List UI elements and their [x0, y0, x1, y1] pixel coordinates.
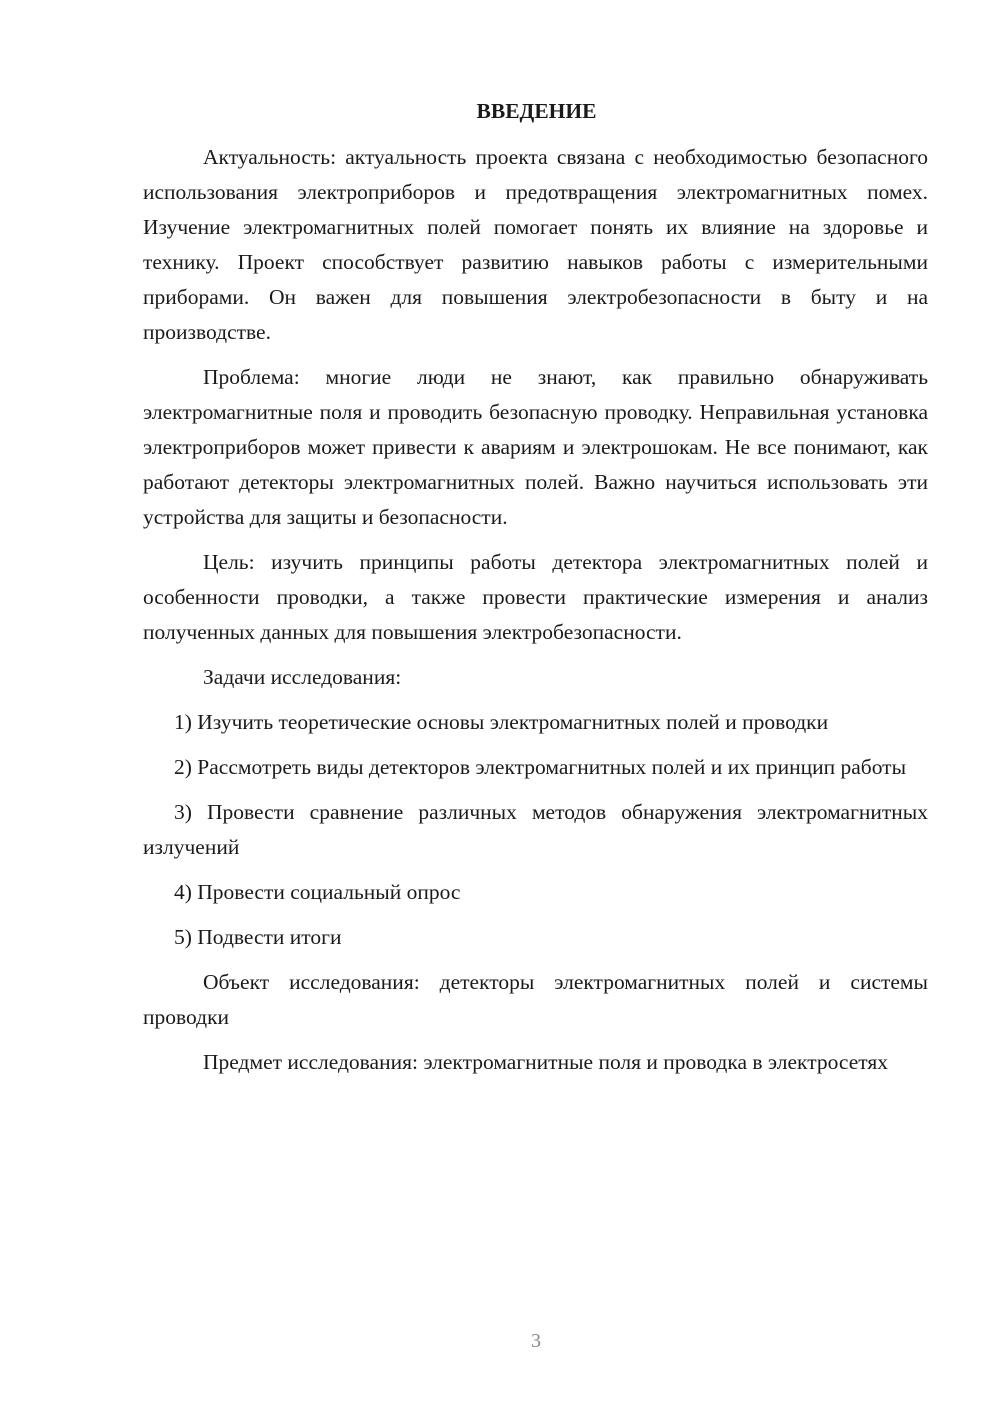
page-number: 3	[531, 1330, 541, 1352]
page-content	[143, 96, 928, 1090]
tasks-heading: Задачи исследования:	[203, 665, 402, 689]
task-item: 3) Провести сравнение различных методов обнаружения электромагнитных излучений	[143, 800, 928, 859]
subject-paragraph: Предмет исследования: электромагнитные поля и проводка в электросетях	[203, 1050, 888, 1074]
goal-paragraph: Цель: изучить принципы работы детектора электромагнитных полей и особенности проводки, а также провести практические измерения и анализ полученных данных для повышения электробезопасности.	[143, 550, 928, 644]
task-item: 4) Провести социальный опрос	[174, 880, 461, 904]
relevance-paragraph: Актуальность: актуальность проекта связана с необходимостью безопасного использования электроприборов и предотвращения электромагнитных помех. Изучение электромагнитных полей помогает понять их влияние на здоровье и технику. Проект способствует развитию навыков работы с измерительными приборами. Он важен для повышения электробезопасности в быту и на производстве.	[143, 145, 928, 344]
problem-paragraph: Проблема: многие люди не знают, как правильно обнаруживать электромагнитные поля и проводить безопасную проводку. Неправильная установка электроприборов может привести к авариям и электрошокам. Не все понимают, как работают детекторы электромагнитных полей. Важно научиться использовать эти устройства для защиты и безопасности.	[143, 365, 928, 529]
task-item: 1) Изучить теоретические основы электромагнитных полей и проводки	[174, 710, 829, 734]
task-item: 2) Рассмотреть виды детекторов электромагнитных полей и их принцип работы	[174, 755, 907, 779]
object-paragraph: Объект исследования: детекторы электромагнитных полей и системы проводки	[143, 970, 928, 1029]
section-title: ВВЕДЕНИЕ	[476, 99, 597, 123]
task-item: 5) Подвести итоги	[174, 925, 342, 949]
